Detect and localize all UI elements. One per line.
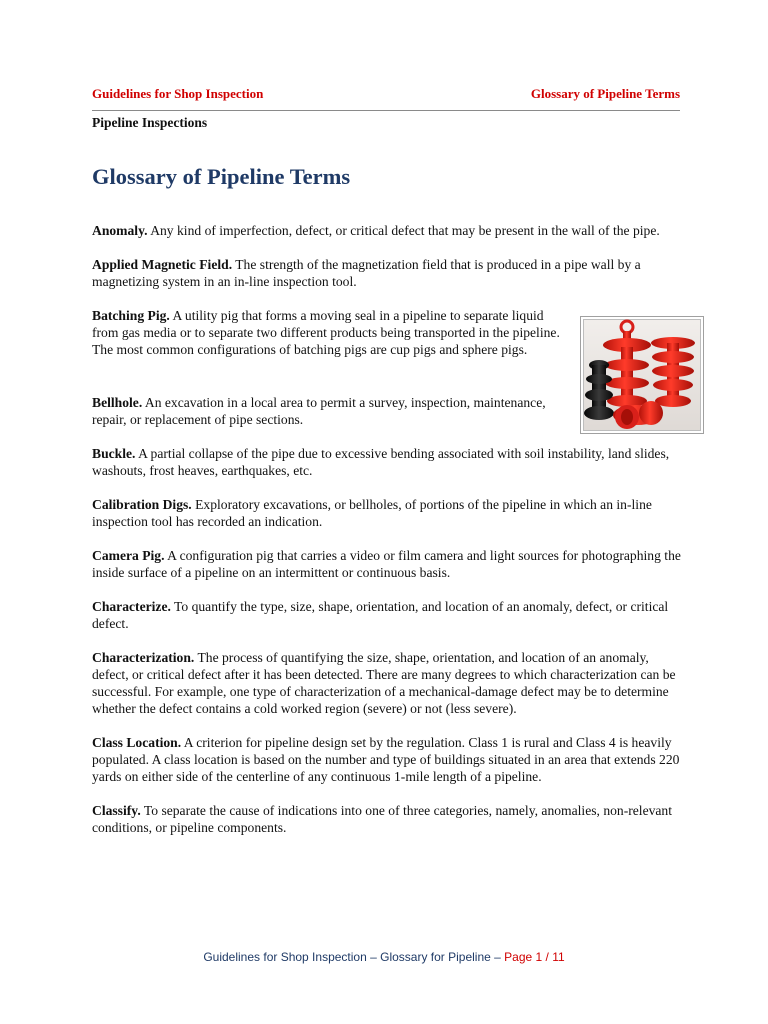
glossary-term: Characterization. <box>92 650 195 665</box>
batching-pigs-photo <box>580 316 704 434</box>
glossary-term: Camera Pig. <box>92 548 165 563</box>
glossary-definition: The strength of the magnetization field that is produced in a pipe wall by a magnetizing system in an in-line inspection tool. <box>92 257 641 289</box>
glossary-entry-characterization <box>92 649 682 717</box>
glossary-term: Applied Magnetic Field. <box>92 257 233 272</box>
glossary-term: Classify. <box>92 803 141 818</box>
glossary-definition: To quantify the type, size, shape, orientation, and location of an anomaly, defect, or critical defect. <box>92 599 669 631</box>
glossary-term: Buckle. <box>92 446 136 461</box>
glossary-term: Anomaly. <box>92 223 148 238</box>
glossary-entry-buckle <box>92 445 682 479</box>
red-disc-pig-right <box>651 337 695 407</box>
glossary-entry-applied-magnetic-field <box>92 256 682 290</box>
running-header <box>92 86 680 102</box>
glossary-entry-batching-pig <box>92 307 570 358</box>
header-divider <box>92 110 680 111</box>
section-label: Pipeline Inspections <box>92 115 208 130</box>
glossary-entry-classify <box>92 802 682 836</box>
glossary-term: Bellhole. <box>92 395 143 410</box>
glossary-entry-characterize <box>92 598 682 632</box>
glossary-definition: Any kind of imperfection, defect, or critical defect that may be present in the wall of the pipe. <box>150 223 660 238</box>
glossary-term: Calibration Digs. <box>92 497 192 512</box>
glossary-definition: A configuration pig that carries a video or film camera and light sources for photographing the inside surface of a pipeline on an intermittent or continuous basis. <box>92 548 681 580</box>
glossary-definition: To separate the cause of indications into one of three categories, namely, anomalies, non-relevant conditions, or pipeline components. <box>92 803 673 835</box>
glossary-definition: A utility pig that forms a moving seal in a pipeline to separate liquid from gas media or to separate two different products being transported in the pipeline. The most common configurations of batching pigs are cup pigs and sphere pigs. <box>92 308 560 357</box>
header-right-title: Glossary of Pipeline Terms <box>530 86 680 101</box>
page-title: Glossary of Pipeline Terms <box>92 164 351 189</box>
batching-pigs-illustration <box>581 317 703 433</box>
glossary-definition: A partial collapse of the pipe due to excessive bending associated with soil instability, land slides, washouts, frost heaves, earthquakes, etc. <box>92 446 670 478</box>
header-left-title: Guidelines for Shop Inspection <box>92 86 264 101</box>
footer-text: Guidelines for Shop Inspection – Glossary for Pipeline – <box>203 950 505 964</box>
glossary-definition: An excavation in a local area to permit a survey, inspection, maintenance, repair, or replacement of pipe sections. <box>92 395 546 427</box>
black-cup-pig <box>584 360 614 420</box>
page-footer <box>0 950 768 964</box>
glossary-entry-camera-pig <box>92 547 682 581</box>
glossary-term: Class Location. <box>92 735 182 750</box>
glossary-term: Batching Pig. <box>92 308 170 323</box>
glossary-entry-anomaly <box>92 222 682 239</box>
glossary-definition: Exploratory excavations, or bellholes, of portions of the pipeline in which an in-line inspection tool has recorded an indication. <box>92 497 652 529</box>
glossary-entry-class-location <box>92 734 682 785</box>
glossary-entry-bellhole <box>92 394 570 428</box>
glossary-term: Characterize. <box>92 599 171 614</box>
glossary-definition: A criterion for pipeline design set by the regulation. Class 1 is rural and Class 4 is heavily populated. A class location is based on the number and type of buildings situated in an area that extends 220 yards on either side of the centerline of any continuous 1-mile length of a pipeline. <box>92 735 680 784</box>
glossary-entry-calibration-digs <box>92 496 682 530</box>
page-number: Page 1 / 11 <box>504 950 565 964</box>
glossary-definition: The process of quantifying the size, shape, orientation, and location of an anomaly, defect, or critical defect after it has been detected. There are many degrees to which characterization can be successful. For example, one type of characterization of a mechanical-damage defect may be to determine whether the defect contains a cold worked region (severe) or not (less severe). <box>92 650 676 716</box>
